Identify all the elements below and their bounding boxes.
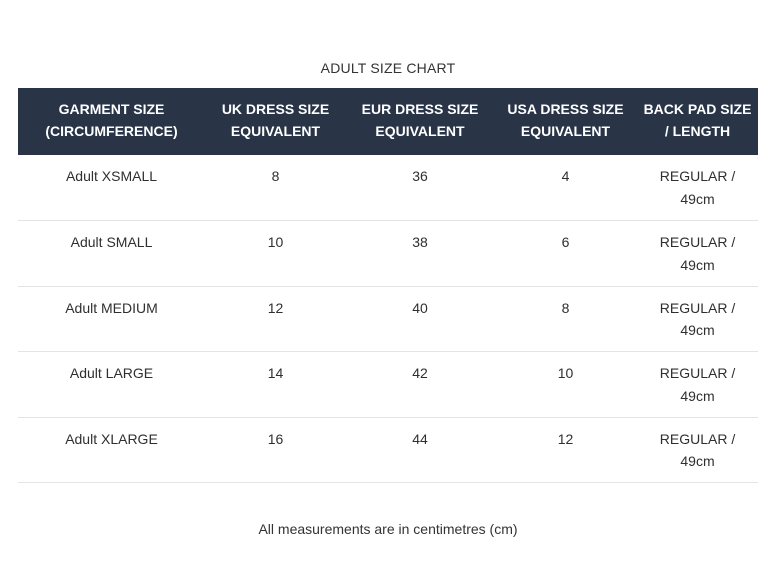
cell-garment-size: Adult XSMALL — [18, 155, 205, 221]
cell-back-pad: REGULAR / 49cm — [637, 155, 758, 221]
header-eur-dress-size: EUR DRESS SIZE EQUIVALENT — [346, 88, 494, 155]
cell-usa-size: 10 — [494, 352, 637, 418]
cell-uk-size: 8 — [205, 155, 346, 221]
cell-eur-size: 40 — [346, 286, 494, 352]
cell-garment-size: Adult XLARGE — [18, 417, 205, 483]
cell-garment-size: Adult MEDIUM — [18, 286, 205, 352]
cell-uk-size: 16 — [205, 417, 346, 483]
header-garment-size: GARMENT SIZE (CIRCUMFERENCE) — [18, 88, 205, 155]
cell-usa-size: 4 — [494, 155, 637, 221]
cell-uk-size: 10 — [205, 221, 346, 287]
cell-eur-size: 42 — [346, 352, 494, 418]
cell-back-pad: REGULAR / 49cm — [637, 417, 758, 483]
cell-eur-size: 38 — [346, 221, 494, 287]
header-uk-dress-size: UK DRESS SIZE EQUIVALENT — [205, 88, 346, 155]
cell-back-pad: REGULAR / 49cm — [637, 221, 758, 287]
cell-garment-size: Adult SMALL — [18, 221, 205, 287]
table-row — [18, 221, 758, 287]
measurement-note: All measurements are in centimetres (cm) — [258, 521, 518, 537]
cell-uk-size: 12 — [205, 286, 346, 352]
cell-usa-size: 12 — [494, 417, 637, 483]
table-header — [18, 88, 758, 155]
cell-eur-size: 44 — [346, 417, 494, 483]
cell-garment-size: Adult LARGE — [18, 352, 205, 418]
cell-usa-size: 8 — [494, 286, 637, 352]
table-row — [18, 286, 758, 352]
table-row — [18, 417, 758, 483]
cell-back-pad: REGULAR / 49cm — [637, 352, 758, 418]
header-row — [18, 88, 758, 155]
table-title: ADULT SIZE CHART — [320, 60, 456, 76]
cell-usa-size: 6 — [494, 221, 637, 287]
header-back-pad-size: BACK PAD SIZE / LENGTH — [637, 88, 758, 155]
cell-back-pad: REGULAR / 49cm — [637, 286, 758, 352]
cell-uk-size: 14 — [205, 352, 346, 418]
table-row — [18, 352, 758, 418]
table-row — [18, 155, 758, 221]
table-body — [18, 155, 758, 483]
header-usa-dress-size: USA DRESS SIZE EQUIVALENT — [494, 88, 637, 155]
size-chart-table — [18, 88, 758, 483]
cell-eur-size: 36 — [346, 155, 494, 221]
